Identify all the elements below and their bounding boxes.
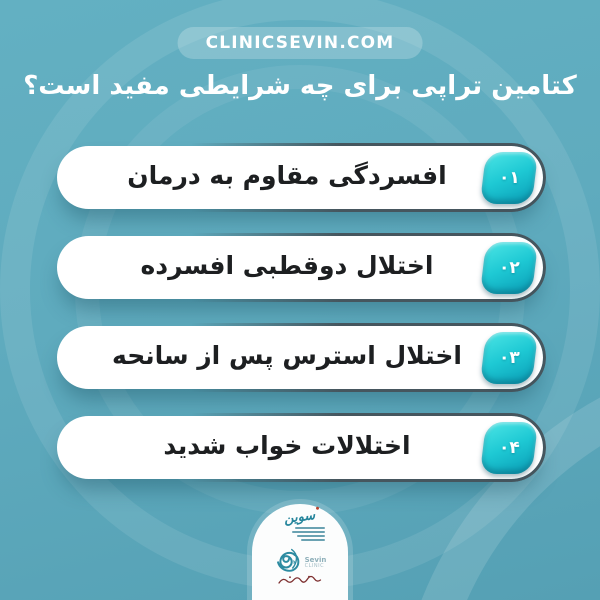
- clinic-logo[interactable]: [252, 504, 348, 600]
- item-number: ۰۳: [498, 347, 520, 368]
- item-label: اختلالات خواب شدید: [163, 431, 411, 460]
- list-item-3[interactable]: [57, 326, 543, 389]
- item-label: اختلال دوقطبی افسرده: [140, 251, 434, 280]
- item-number-badge: [480, 152, 538, 204]
- calligraphy-accent-dot: [316, 507, 319, 510]
- spiral-face-icon: [270, 542, 304, 576]
- doctor-signature-mark: [276, 574, 324, 588]
- logo-small-text-lines: [292, 527, 325, 541]
- item-number: ۰۲: [498, 257, 520, 278]
- website-domain: CLINICSEVIN.COM: [205, 33, 395, 53]
- list-item-4[interactable]: [57, 416, 543, 479]
- item-number-badge: [480, 332, 538, 384]
- website-badge[interactable]: [178, 27, 423, 59]
- page-title: کتامین تراپی برای چه شرایطی مفید است؟: [23, 71, 577, 101]
- conditions-list: [57, 146, 543, 479]
- item-number: ۰۴: [498, 437, 520, 458]
- item-label: افسردگی مقاوم به درمان: [127, 161, 447, 190]
- logo-calligraphy: سوین: [284, 509, 316, 526]
- list-item-2[interactable]: [57, 236, 543, 299]
- list-item-1[interactable]: [57, 146, 543, 209]
- logo-name-en: Sevin: [304, 556, 327, 564]
- item-label: اختلال استرس پس از سانحه: [112, 341, 462, 370]
- item-number: ۰۱: [498, 167, 520, 188]
- logo-type-en: CLINIC: [304, 563, 325, 569]
- item-number-badge: [480, 422, 538, 474]
- item-number-badge: [480, 242, 538, 294]
